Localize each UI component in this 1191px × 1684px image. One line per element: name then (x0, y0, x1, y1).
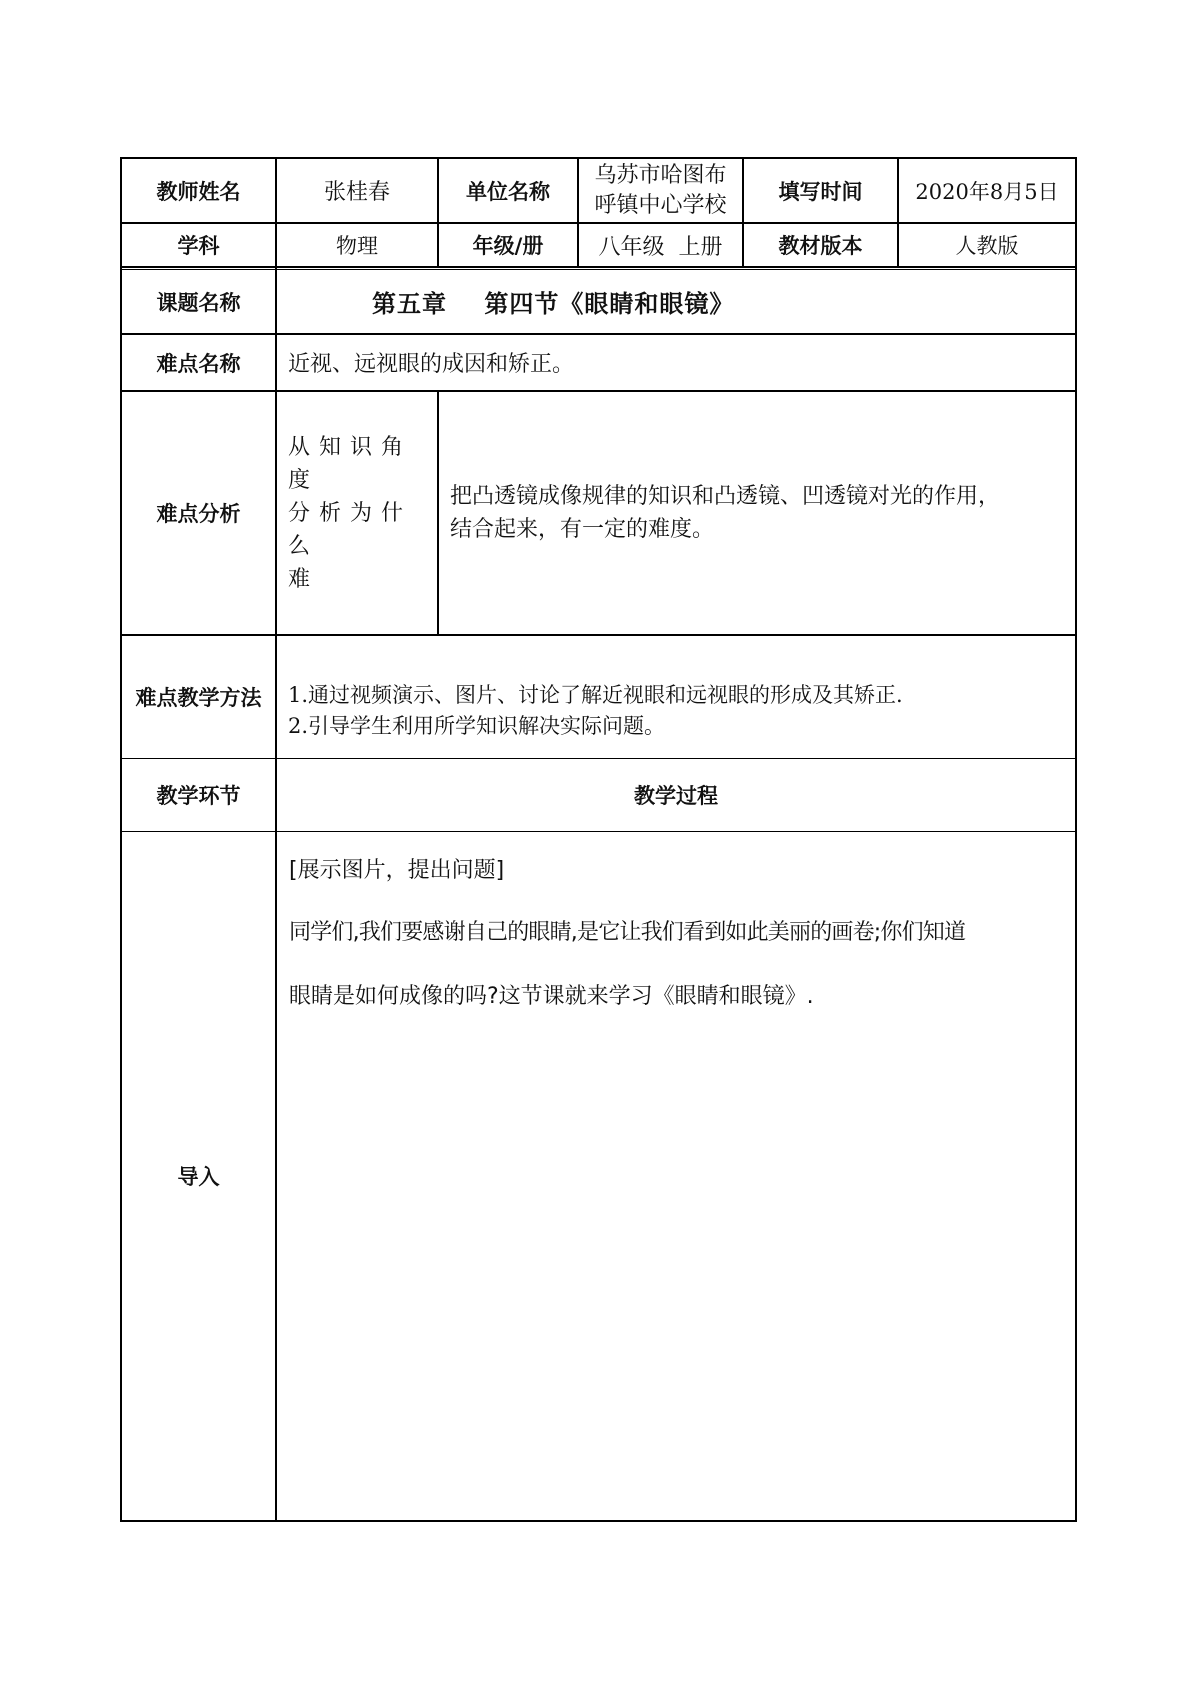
analysis-content (450, 392, 1070, 634)
intro-line-3: 眼睛是如何成像的吗?这节课就来学习《眼睛和眼镜》. (289, 984, 814, 1009)
teaching-process-header: 教学过程 (634, 784, 718, 808)
analysis-sub-label-line3: 难 (288, 566, 320, 592)
teacher-name-value: 张桂春 (323, 180, 390, 205)
edition-value: 人教版 (955, 234, 1019, 258)
row-divider (120, 266, 1077, 268)
topic-label: 课题名称 (156, 290, 241, 315)
unit-name-line1: 乌苏市哈图布 (594, 162, 727, 188)
fill-date-value: 2020年8月5日 (915, 179, 1059, 204)
grade-value: 八年级 上册 (598, 234, 723, 260)
subject-value: 物理 (336, 234, 378, 258)
teacher-name-label: 教师姓名 (156, 179, 241, 204)
unit-name-line2: 呼镇中心学校 (594, 192, 727, 218)
method-line1: 1.通过视频演示、图片、讨论了解近视眼和远视眼的形成及其矫正. (288, 683, 903, 707)
topic-value: 第五章 第四节《眼睛和眼镜》 (372, 289, 735, 318)
analysis-sub-label-line1: 从知识角度 (288, 434, 413, 493)
intro-line-1: [展示图片，提出问题] (289, 858, 505, 883)
teaching-stage-header: 教学环节 (156, 784, 241, 808)
analysis-content-line2: 结合起来，有一定的难度。 (450, 517, 715, 542)
method-line2: 2.引导学生利用所学知识解决实际问题。 (288, 714, 666, 738)
analysis-content-line1: 把凸透镜成像规律的知识和凸透镜、凹透镜对光的作用， (450, 484, 1001, 509)
grade-label: 年级/册 (472, 234, 544, 258)
method-label: 难点教学方法 (135, 686, 262, 710)
unit-name-value (579, 159, 742, 222)
column-divider (275, 157, 277, 1522)
analysis-sub-label-line2: 分析为什么 (288, 500, 413, 559)
difficulty-value: 近视、远视眼的成因和矫正。 (288, 352, 575, 377)
analysis-label: 难点分析 (156, 502, 241, 526)
method-content (288, 636, 1073, 758)
unit-name-label: 单位名称 (466, 179, 550, 204)
edition-label: 教材版本 (778, 234, 863, 258)
subject-label: 学科 (177, 234, 220, 258)
difficulty-label: 难点名称 (156, 351, 241, 376)
fill-date-label: 填写时间 (778, 179, 863, 204)
intro-stage-label: 导入 (177, 1165, 220, 1189)
analysis-sub-label (288, 392, 437, 634)
intro-line-2: 同学们,我们要感谢自己的眼睛,是它让我们看到如此美丽的画卷;你们知道 (289, 920, 966, 945)
column-divider (437, 391, 439, 635)
